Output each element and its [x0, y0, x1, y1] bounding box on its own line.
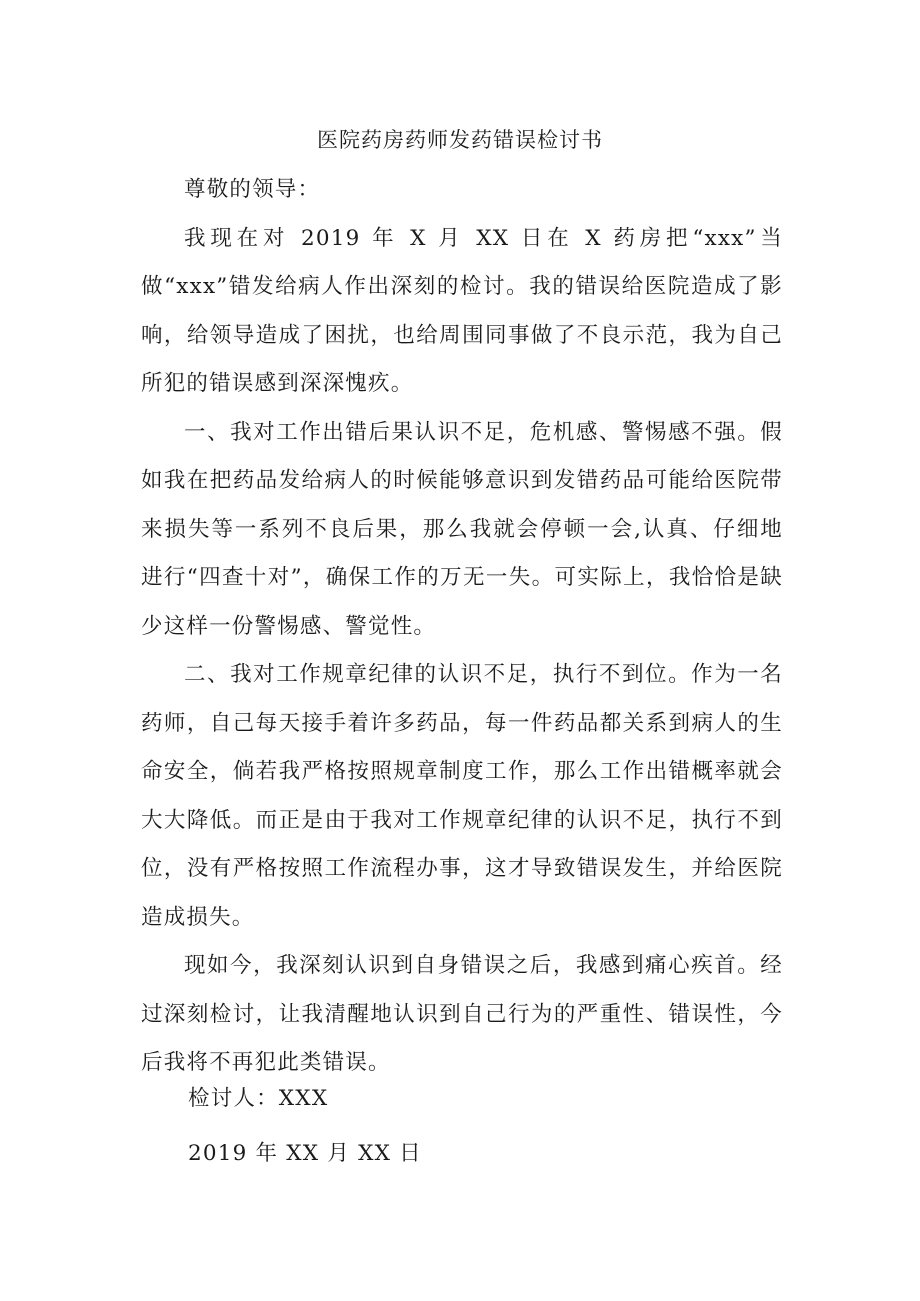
document-body — [141, 166, 783, 1088]
salutation: 尊敬的领导： — [184, 177, 321, 202]
document-title: 医院药房药师发药错误检讨书 — [317, 128, 603, 152]
paragraph-point-two: 二、我对工作规章纪律的认识不足，执行不到位。作为一名药师，自己每天接手着许多药品，每一件药品都关系到病人的生命安全，倘若我严格按照规章制度工作，那么工作出错概率就会大大降低。而正是由于我对工作规章纪律的认识不足，执行不到位，没有严格按照工作流程办事，这才导致错误发生，并给医院造成损失。 — [141, 662, 783, 930]
signature-line: 检讨人：XXX — [188, 1086, 329, 1111]
paragraph-intro: 我现在对 2019 年 X 月 XX 日在 X 药房把“xxx”当做“xxx”错发给病人作出深刻的检讨。我的错误给医院造成了影响，给领导造成了困扰，也给周围同事做了不良示范，我为自己所犯的错误感到深深愧疚。 — [141, 225, 783, 396]
date-line: 2019 年 XX 月 XX 日 — [188, 1141, 422, 1166]
paragraph-conclusion: 现如今，我深刻认识到自身错误之后，我感到痛心疾首。经过深刻检讨，让我清醒地认识到自己行为的严重性、错误性，今后我将不再犯此类错误。 — [141, 953, 783, 1075]
paragraph-point-one: 一、我对工作出错后果认识不足，危机感、警惕感不强。假如我在把药品发给病人的时候能够意识到发错药品可能给医院带来损失等一系列不良后果，那么我就会停顿一会,认真、仔细地进行“四查十对”，确保工作的万无一失。可实际上，我恰恰是缺少这样一份警惕感、警觉性。 — [141, 419, 783, 639]
